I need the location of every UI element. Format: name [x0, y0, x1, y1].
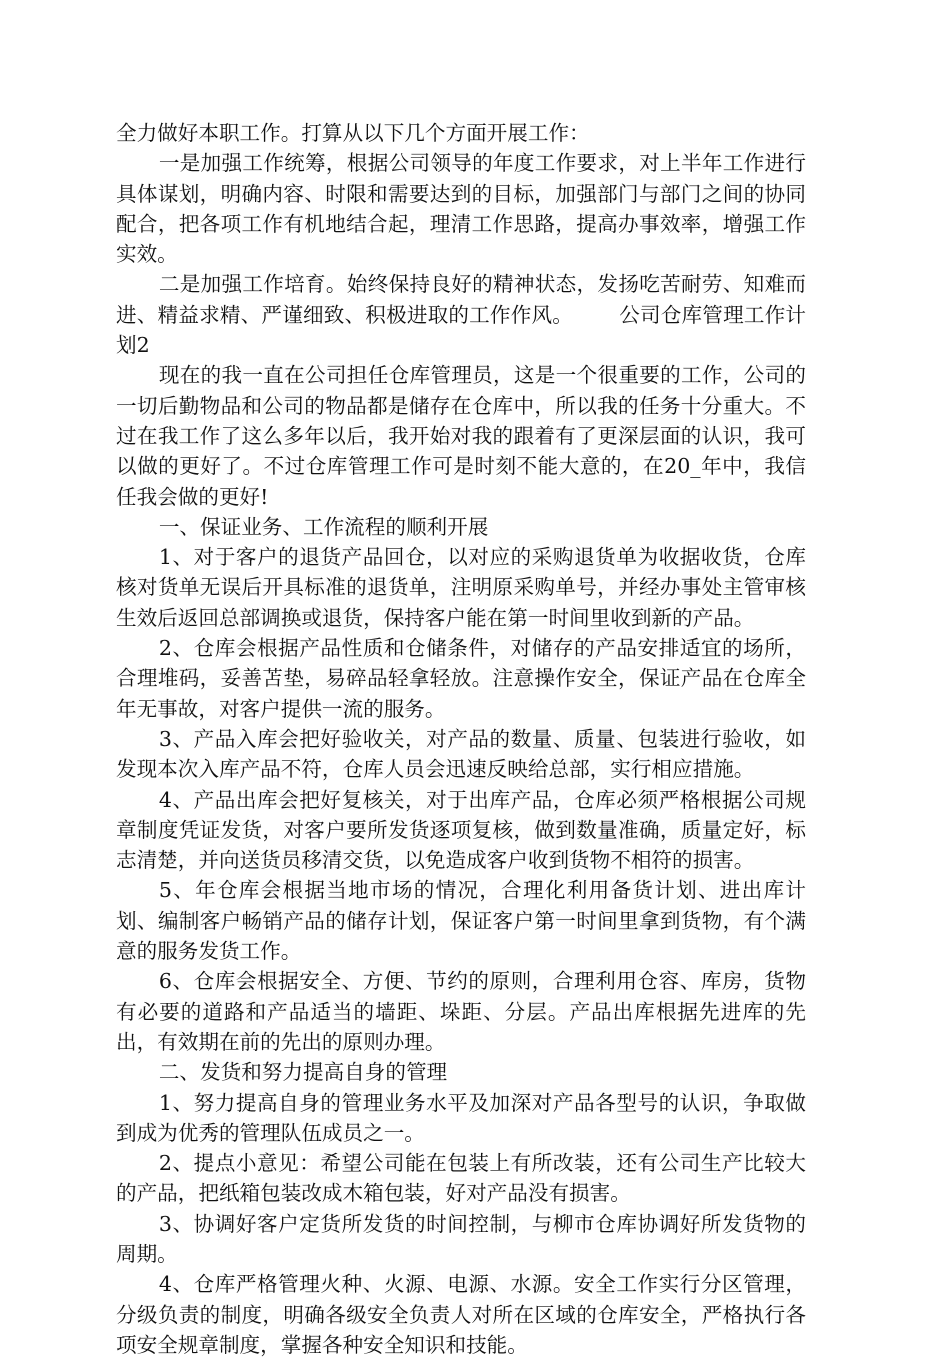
section-title-plan-2: 公司仓库管理工作计划2	[116, 302, 806, 358]
paragraph-1: 一是加强工作统筹，根据公司领导的年度工作要求，对上半年工作进行具体谋划，明确内容、时限和需要达到的目标，加强部门与部门之间的协同配合，把各项工作有机地结合起，理清工作思路，提高办事效率，增强工作实效。	[116, 151, 806, 267]
document-body	[116, 118, 806, 1360]
item-1-2: 2、仓库会根据产品性质和仓储条件，对储存的产品安排适宜的场所，合理堆码，妥善苫垫，易碎品轻拿轻放。注意操作安全，保证产品在仓库全年无事故，对客户提供一流的服务。	[116, 636, 806, 721]
paragraph-3: 现在的我一直在公司担任仓库管理员，这是一个很重要的工作，公司的一切后勤物品和公司的物品都是储存在仓库中，所以我的任务十分重大。不过在我工作了这么多年以后，我开始对我的跟着有了更深层面的认识，我可以做的更好了。不过仓库管理工作可是时刻不能大意的，在20_年中，我信任我会做的更好!	[116, 363, 806, 509]
paragraph-2	[116, 269, 806, 360]
heading-1: 一、保证业务、工作流程的顺利开展	[158, 514, 489, 539]
item-2-2: 2、提点小意见：希望公司能在包装上有所改装，还有公司生产比较大的产品，把纸箱包装改成木箱包装，好对产品没有损害。	[116, 1151, 806, 1206]
item-1-6: 6、仓库会根据安全、方便、节约的原则，合理利用仓容、库房，货物有必要的道路和产品适当的墙距、垛距、分层。产品出库根据先进库的先出，有效期在前的先出的原则办理。	[116, 969, 806, 1054]
item-2-3: 3、协调好客户定货所发货的时间控制，与柳市仓库协调好所发货物的周期。	[116, 1211, 806, 1266]
item-2-4: 4、仓库严格管理火种、火源、电源、水源。安全工作实行分区管理，分级负责的制度，明确各级安全负责人对所在区域的仓库安全，严格执行各项安全规章制度，掌握各种安全知识和技能。	[116, 1272, 806, 1357]
item-1-3: 3、产品入库会把好验收关，对产品的数量、质量、包装进行验收，如发现本次入库产品不符，仓库人员会迅速反映给总部，实行相应措施。	[116, 726, 806, 782]
item-1-4: 4、产品出库会把好复核关，对于出库产品，仓库必须严格根据公司规章制度凭证发货，对客户要所发货逐项复核，做到数量准确，质量定好，标志清楚，并向送货员移清交货，以免造成客户收到货物不相符的损害。	[116, 787, 806, 873]
paragraph-2-text: 二是加强工作培育。始终保持良好的精神状态，发扬吃苦耐劳、知难而进、精益求精、严谨细致、积极进取的工作作风。	[116, 272, 806, 327]
heading-2: 二、发货和努力提高自身的管理	[158, 1060, 448, 1085]
item-1-5: 5、年仓库会根据当地市场的情况，合理化利用备货计划、进出库计划、编制客户畅销产品的储存计划，保证客户第一时间里拿到货物，有个满意的服务发货工作。	[116, 878, 806, 964]
paragraph-continued: 全力做好本职工作。打算从以下几个方面开展工作：	[116, 121, 590, 145]
item-1-1: 1、对于客户的退货产品回仓，以对应的采购退货单为收据收货，仓库核对货单无误后开具标准的退货单，注明原采购单号，并经办事处主管审核生效后返回总部调换或退货，保持客户能在第一时间里收到新的产品。	[116, 545, 806, 630]
item-2-1: 1、努力提高自身的管理业务水平及加深对产品各型号的认识，争取做到成为优秀的管理队伍成员之一。	[116, 1090, 806, 1145]
